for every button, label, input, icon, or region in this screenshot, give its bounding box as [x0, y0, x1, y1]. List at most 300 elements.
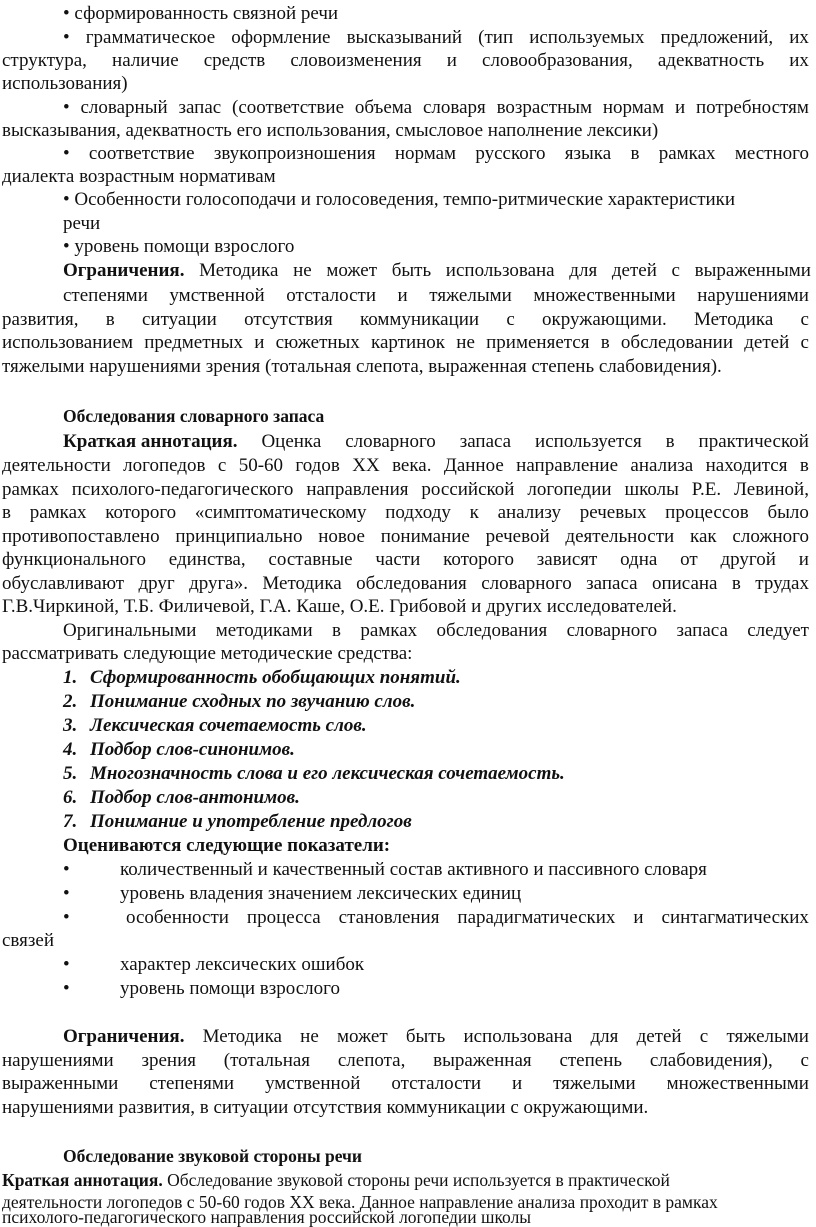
word: в [331, 620, 341, 641]
word: и [397, 285, 408, 306]
word: отсталости [286, 285, 376, 306]
word: Оригинальными [63, 620, 197, 641]
word: русского [475, 143, 546, 164]
list-number: 2. [63, 691, 78, 712]
section-heading-sound: Обследование звуковой стороны речи [63, 1146, 363, 1166]
word: годов [244, 1192, 285, 1212]
text-line [2, 642, 816, 666]
word: направление [419, 1192, 514, 1212]
word: нарушениями [89, 356, 201, 377]
word: 50-60 [198, 1192, 240, 1212]
indicator-text: уровень помощи взрослого [120, 978, 340, 999]
word: Оценка [261, 431, 322, 452]
word: тяжелыми [2, 356, 85, 377]
word: отсутствия [244, 309, 333, 330]
method-text: Понимание и употребление предлогов [90, 811, 412, 832]
word: развития, [2, 309, 79, 330]
word: логопедии [399, 1207, 477, 1227]
word: уровень [74, 236, 140, 257]
section-heading-vocabulary: Обследования словарного запаса [63, 406, 325, 426]
word: (соответствие [232, 97, 344, 118]
word: запас [178, 97, 222, 118]
word: связей [2, 930, 54, 951]
text-line [2, 308, 809, 332]
word: речи [63, 213, 101, 234]
word: словообразования, [482, 50, 633, 71]
word: использованием [2, 332, 134, 353]
word: которого [443, 549, 514, 570]
word: деятельности [2, 1192, 103, 1212]
word: и [471, 596, 482, 617]
word: другой [720, 549, 776, 570]
word: быть [405, 1026, 446, 1047]
word: использования) [2, 73, 128, 94]
word: нормам [602, 97, 665, 118]
word: Левиной, [734, 479, 809, 500]
method-item [0, 690, 816, 714]
word: тяжелыми [553, 1073, 636, 1094]
word: словарный [80, 97, 168, 118]
word: с [506, 309, 515, 330]
word: голосоведения, [315, 189, 439, 210]
word: было [767, 502, 809, 523]
word: связной [232, 3, 297, 24]
word: языка [564, 143, 612, 164]
word: О.Е. [349, 596, 385, 617]
text-line [63, 212, 816, 236]
method-text: Подбор слов-синонимов. [90, 739, 295, 760]
word: • [63, 189, 70, 210]
word: Данное [443, 455, 504, 476]
word: следует [747, 620, 809, 641]
word: речи [414, 1170, 449, 1190]
bullet: • [63, 883, 70, 904]
word: речи [300, 3, 339, 24]
word: друга». [189, 573, 248, 594]
method-text: Лексическая сочетаемость слов. [90, 715, 367, 736]
text-line [2, 49, 809, 73]
word: нормативам [179, 166, 276, 187]
word: принципиально [175, 526, 303, 547]
text-line [2, 478, 809, 502]
word: с [510, 1097, 519, 1118]
word: высказываний [346, 27, 463, 48]
word: с [800, 332, 809, 353]
word: нарушениями [697, 285, 809, 306]
word: средств [203, 50, 266, 71]
word: ситуации [142, 309, 217, 330]
word: и [254, 332, 265, 353]
word: умственной [169, 285, 265, 306]
word: лексики) [587, 120, 659, 141]
bullet: • [63, 978, 70, 999]
word: от [680, 549, 698, 570]
word: XX [289, 1192, 315, 1212]
word: картинок [371, 332, 446, 353]
word: одна [620, 549, 658, 570]
word: звукопроизношения [213, 143, 376, 164]
word: практической [568, 1170, 670, 1190]
word: наличие [112, 50, 179, 71]
word: Методика [262, 573, 342, 594]
method-item [0, 738, 816, 762]
word: их [789, 50, 809, 71]
word: функционального [2, 549, 146, 570]
word: множественными [666, 1073, 809, 1094]
word: обследования [436, 620, 548, 641]
word: отсутствия [293, 1097, 382, 1118]
word: запаса [586, 573, 638, 594]
text-line [2, 1072, 809, 1096]
restrictions-label: Ограничения. [63, 1026, 185, 1047]
word: потребностям [695, 97, 809, 118]
word: находится [705, 455, 788, 476]
word: коммуникации [359, 309, 480, 330]
word: (тотальная [265, 356, 352, 377]
text-line [63, 188, 816, 212]
word: методические [220, 643, 333, 664]
word: Обследование [167, 1170, 273, 1190]
word: смысловое [395, 120, 484, 141]
word: и [798, 549, 809, 570]
list-number: 5. [63, 763, 78, 784]
word: направление [516, 455, 619, 476]
word: зрения [205, 356, 261, 377]
text-line [2, 572, 809, 596]
word: годов [295, 455, 340, 476]
word: детей [744, 332, 790, 353]
text-line [2, 501, 809, 525]
word: зависят [536, 549, 598, 570]
word: Т.Б. [123, 596, 154, 617]
word: с [800, 309, 809, 330]
method-item [0, 762, 816, 786]
method-text: Многозначность слова и его лексическая сочетаемость. [90, 763, 565, 784]
word: особенности [125, 907, 229, 928]
word: Методика [693, 309, 774, 330]
word: может [326, 260, 378, 281]
word: школы [624, 479, 679, 500]
text-line [63, 2, 363, 26]
text-line [63, 26, 809, 50]
word: слабовидения). [598, 356, 722, 377]
word: анализу [497, 502, 562, 523]
text-line [63, 430, 809, 454]
word: оформление [231, 27, 331, 48]
word: соответствие [88, 143, 195, 164]
text-line [63, 259, 811, 283]
word: используется [452, 1170, 552, 1190]
word: которого [105, 502, 177, 523]
word: «симптоматическому [194, 502, 367, 523]
indicator-item [0, 953, 816, 977]
word: применяется [486, 332, 590, 353]
word: словаря [422, 97, 486, 118]
word: адекватность [657, 50, 765, 71]
text-line [2, 548, 809, 572]
word: их [789, 27, 809, 48]
word: и [674, 97, 686, 118]
word: парадигматических [457, 907, 616, 928]
word: выраженная [433, 1050, 532, 1071]
word: с [186, 1192, 195, 1212]
word: слепота, [337, 1050, 406, 1071]
word: тяжелыми [726, 1026, 809, 1047]
word: Методика [199, 260, 279, 281]
word: противопоставлено [2, 526, 160, 547]
word: единства, [168, 549, 246, 570]
text-line [2, 1049, 809, 1073]
word: анализа [517, 1192, 576, 1212]
word: новое [318, 526, 365, 547]
word: Методика [202, 1026, 282, 1047]
text-line [2, 454, 809, 478]
word: нормам [394, 143, 457, 164]
word: деятельности [565, 526, 675, 547]
word: возрастным [496, 97, 593, 118]
text-line [2, 1096, 816, 1120]
word: адекватность [125, 120, 232, 141]
indicator-item [63, 906, 809, 930]
method-item [0, 786, 816, 810]
word: логопедов [106, 1192, 183, 1212]
bullet: • [63, 859, 70, 880]
word: и [633, 907, 644, 928]
word: быть [391, 260, 432, 281]
word: трудах [755, 573, 809, 594]
word: словарного [481, 573, 572, 594]
word: не [293, 260, 312, 281]
word: используемых [529, 27, 645, 48]
word: (тотальная [223, 1050, 311, 1071]
indicators-heading: Оцениваются следующие показатели: [63, 835, 391, 856]
word: века. [392, 455, 432, 476]
word: высказывания, [2, 120, 121, 141]
word: исследователей. [546, 596, 677, 617]
word: множественными [533, 285, 676, 306]
method-text: Сформированность обобщающих понятий. [90, 667, 461, 688]
word: сложного [732, 526, 809, 547]
word: обследовании [620, 332, 734, 353]
indicator-text: характер лексических ошибок [120, 954, 365, 975]
word: грамматическое [85, 27, 216, 48]
word: к [469, 502, 479, 523]
word: с [217, 455, 227, 476]
word: речевой [485, 526, 550, 547]
word: в [105, 309, 115, 330]
word: в [555, 1170, 564, 1190]
word: степень [531, 356, 595, 377]
text-line [63, 619, 809, 643]
word: (тип [478, 27, 514, 48]
word: слепота, [356, 356, 424, 377]
bullet: • [63, 954, 70, 975]
word: использована [463, 1026, 573, 1047]
word: сюжетных [275, 332, 360, 353]
text-line [2, 119, 816, 143]
word: 50-60 [238, 455, 284, 476]
word: помощи [143, 236, 210, 257]
word: степень [559, 1050, 623, 1071]
word: логопедов [123, 455, 206, 476]
text-line [2, 331, 809, 355]
word: рассматривать [2, 643, 119, 664]
indicator-item [0, 858, 816, 882]
word: местного [734, 143, 809, 164]
word: тяжелыми [429, 285, 512, 306]
bullet: • [63, 907, 70, 928]
indicator-text: количественный и качественный состав активного и пассивного словаря [120, 859, 707, 880]
restrictions-label: Ограничения. [63, 260, 185, 281]
method-item [0, 666, 816, 690]
word: Г.А. [259, 596, 292, 617]
word: подходу [385, 502, 451, 523]
word: практической [698, 431, 809, 452]
word: Грибовой [389, 596, 467, 617]
word: окружающими. [523, 1097, 649, 1118]
word: с [800, 1050, 809, 1071]
word: выраженными [2, 1073, 119, 1094]
word: взрослого [214, 236, 295, 257]
word: школы [480, 1207, 532, 1227]
text-line [2, 1168, 816, 1192]
word: с [671, 260, 680, 281]
word: становления [338, 907, 440, 928]
summary-label: Краткая аннотация. [63, 431, 238, 452]
word: темпо-ритмические [443, 189, 604, 210]
word: описана [651, 573, 718, 594]
text-line [2, 595, 816, 619]
word: Данное [359, 1192, 415, 1212]
word: объема [354, 97, 413, 118]
indicator-text: уровень владения значением лексических единиц [120, 883, 522, 904]
word: в [2, 502, 11, 523]
word: окружающими. [542, 309, 667, 330]
word: друг [138, 573, 175, 594]
word: ситуации [213, 1097, 289, 1118]
word: в [600, 332, 610, 353]
word: словарного [566, 620, 658, 641]
word: Филичевой, [158, 596, 255, 617]
word: детей [636, 1026, 682, 1047]
word: не [456, 332, 475, 353]
list-number: 1. [63, 667, 78, 688]
word: методиками [215, 620, 313, 641]
text-line [63, 142, 809, 166]
word: словарного [345, 431, 436, 452]
text-line [63, 96, 809, 120]
indicator-item [0, 882, 816, 906]
word: в [630, 143, 640, 164]
word: диалекта [2, 166, 75, 187]
word: века. [319, 1192, 356, 1212]
word: использована [445, 260, 555, 281]
word: степенями [63, 285, 148, 306]
word: может [336, 1026, 388, 1047]
word: других [486, 596, 542, 617]
text-line [2, 355, 816, 379]
word: следующие [123, 643, 216, 664]
word: возрастным [79, 166, 175, 187]
word: • [63, 236, 70, 257]
word: голосоподачи [185, 189, 297, 210]
word: используется [535, 431, 642, 452]
word: рамках [665, 1192, 718, 1212]
text-line [2, 165, 816, 189]
word: направления [210, 1207, 305, 1227]
word: предметных [144, 332, 243, 353]
indicator-item [0, 977, 816, 1001]
word: • [63, 143, 70, 164]
word: и [300, 189, 311, 210]
word: Особенности [74, 189, 182, 210]
word: сформированность [74, 3, 229, 24]
method-text: Понимание сходных по звучанию слов. [90, 691, 416, 712]
word: в [665, 431, 675, 452]
text-line [63, 284, 809, 308]
word: Каше, [296, 596, 345, 617]
word: обуславливают [2, 573, 125, 594]
list-number: 6. [63, 787, 78, 808]
word: и [512, 1073, 523, 1094]
word: нарушениями [2, 1097, 114, 1118]
word: использования, [266, 120, 391, 141]
word: • [63, 3, 70, 24]
word: в [652, 1192, 662, 1212]
word: развития, [118, 1097, 195, 1118]
word: • [63, 97, 70, 118]
word: выраженными [694, 260, 811, 281]
word: процессов [665, 502, 749, 523]
word: речевых [579, 502, 647, 523]
word: анализа [630, 455, 694, 476]
text-line [2, 929, 816, 953]
text-line [2, 1208, 816, 1226]
word: запаса [459, 431, 512, 452]
word: психолого-педагогического [2, 1207, 207, 1227]
word: средства: [337, 643, 413, 664]
word: наполнение [487, 120, 583, 141]
word: словоизменения [290, 50, 422, 71]
word: для [590, 1026, 619, 1047]
text-line [2, 525, 809, 549]
word: отсталости [391, 1073, 482, 1094]
word: • [63, 27, 70, 48]
word: стороны [347, 1170, 410, 1190]
word: слабовидения), [649, 1050, 773, 1071]
word: Р.Е. [691, 479, 722, 500]
word: деятельности [2, 455, 111, 476]
word: рамках [360, 620, 418, 641]
text-line [63, 1025, 809, 1049]
word: предложений, [660, 27, 774, 48]
word: и [446, 50, 457, 71]
word: запаса [676, 620, 728, 641]
word: выраженная [428, 356, 527, 377]
word: составные [268, 549, 353, 570]
word: российской [421, 479, 515, 500]
word: его [236, 120, 262, 141]
list-number: 4. [63, 739, 78, 760]
word: обследования [356, 573, 467, 594]
word: с [699, 1026, 709, 1047]
word: понимание [380, 526, 470, 547]
word: структура, [2, 50, 87, 71]
word: в [731, 573, 741, 594]
method-item [0, 714, 816, 738]
word: логопедии [527, 479, 612, 500]
word: российской [309, 1207, 395, 1227]
